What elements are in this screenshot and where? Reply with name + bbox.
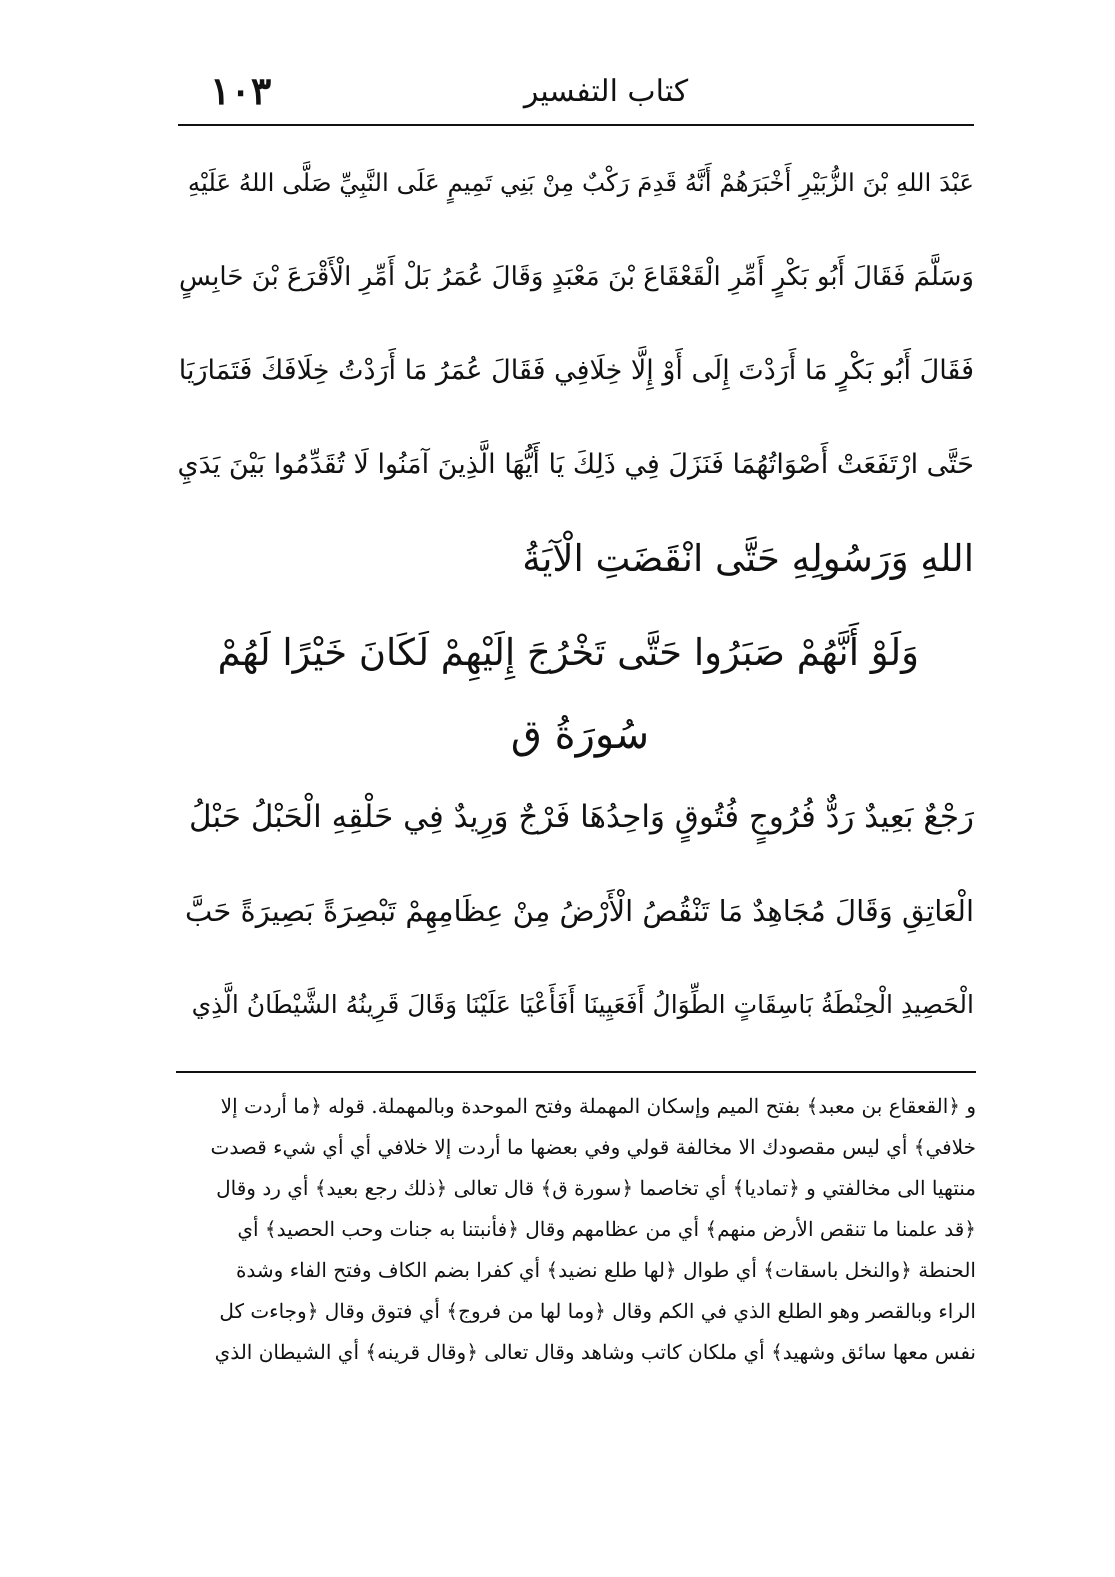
main-text-line: اللهِ وَرَسُولِهِ حَتَّى انْقَضَتِ الْآيَةُ (522, 537, 974, 580)
surah-heading: سُورَةُ ق (510, 712, 650, 758)
running-title: كتاب التفسير (523, 74, 689, 109)
header-rule (178, 124, 974, 126)
footnote-line: منتهيا الى مخالفتي و ﴿تماديا﴾ أي تخاصما ﴿سورة ق﴾ قال تعالى ﴿ذلك رجع بعيد﴾ أي رد وقال (216, 1176, 976, 1200)
footnote-rule (176, 1071, 976, 1073)
main-text-line: حَتَّى ارْتَفَعَتْ أَصْوَاتُهُمَا فَنَزَلَ فِي ذَلِكَ يَا أَيُّهَا الَّذِينَ آمَنُوا لَا تُقَدِّمُوا بَيْنَ يَدَيِ (178, 449, 974, 480)
main-text-line: عَبْدَ اللهِ بْنَ الزُّبَيْرِ أَخْبَرَهُمْ أَنَّهُ قَدِمَ رَكْبٌ مِنْ بَنِي تَمِيمٍ عَلَى النَّبِيِّ صَلَّى اللهُ عَلَيْهِ (187, 168, 974, 197)
footnote-line: ﴿قد علمنا ما تنقص الأرض منهم﴾ أي من عظامهم وقال ﴿فأنبتنا به جنات وحب الحصيد﴾ أي (237, 1217, 976, 1241)
footnote-line: نفس معها سائق وشهيد﴾ أي ملكان كاتب وشاهد وقال تعالى ﴿وقال قرينه﴾ أي الشيطان الذي (214, 1340, 976, 1364)
main-text-line: وَلَوْ أَنَّهُمْ صَبَرُوا حَتَّى تَخْرُجَ إِلَيْهِمْ لَكَانَ خَيْرًا لَهُمْ (217, 631, 919, 674)
surah-text-line: الْعَاتِقِ وَقَالَ مُجَاهِدٌ مَا تَنْقُصُ الْأَرْضُ مِنْ عِظَامِهِمْ تَبْصِرَةً بَصِيرَةً حَبَّ (184, 894, 974, 928)
main-text-block (178, 136, 974, 700)
footnote-line: الراء وبالقصر وهو الطلع الذي في الكم وقال ﴿وما لها من فروج﴾ أي فتوق وقال ﴿وجاءت كل (219, 1299, 976, 1323)
footnote-line: خلافي﴾ أي ليس مقصودك الا مخالفة قولي وفي بعضها ما أردت إلا خلافي أي أي شيء قصدت (210, 1135, 976, 1159)
page-header (176, 60, 976, 124)
surah-text-line: رَجْعٌ بَعِيدٌ رَدٌّ فُرُوجٍ فُتُوقٍ وَاحِدُهَا فَرْجٌ وَرِيدٌ فِي حَلْقِهِ الْحَبْلُ حَبْلُ (188, 799, 974, 835)
main-text-line: وَسَلَّمَ فَقَالَ أَبُو بَكْرٍ أَمِّرِ الْقَعْقَاعَ بْنَ مَعْبَدٍ وَقَالَ عُمَرُ بَلْ أَمِّرِ الْأَقْرَعَ بْنَ حَابِسٍ (179, 262, 974, 292)
page-number: ١٠٣ (210, 68, 272, 113)
footnote-line: و ﴿القعقاع بن معبد﴾ بفتح الميم وإسكان المهملة وفتح الموحدة وبالمهملة. قوله ﴿ما أردت إلا (220, 1094, 976, 1118)
main-text-line: فَقَالَ أَبُو بَكْرٍ مَا أَرَدْتَ إِلَى أَوْ إِلَّا خِلَافِي فَقَالَ عُمَرُ مَا أَرَدْتُ خِلَافَكَ فَتَمَارَيَا (178, 355, 974, 386)
footnotes-block (176, 1086, 976, 1373)
surah-text-block (178, 770, 974, 1052)
footnote-line: الحنطة ﴿والنخل باسقات﴾ أي طوال ﴿لها طلع نضيد﴾ أي كفرا بضم الكاف وفتح الفاء وشدة (235, 1258, 976, 1282)
surah-text-line: الْحَصِيدِ الْحِنْطَةُ بَاسِقَاتٍ الطِّوَالُ أَفَعَيِينَا أَفَأَعْيَا عَلَيْنَا وَقَالَ قَرِينُهُ الشَّيْطَانُ الَّذِي (191, 990, 974, 1019)
